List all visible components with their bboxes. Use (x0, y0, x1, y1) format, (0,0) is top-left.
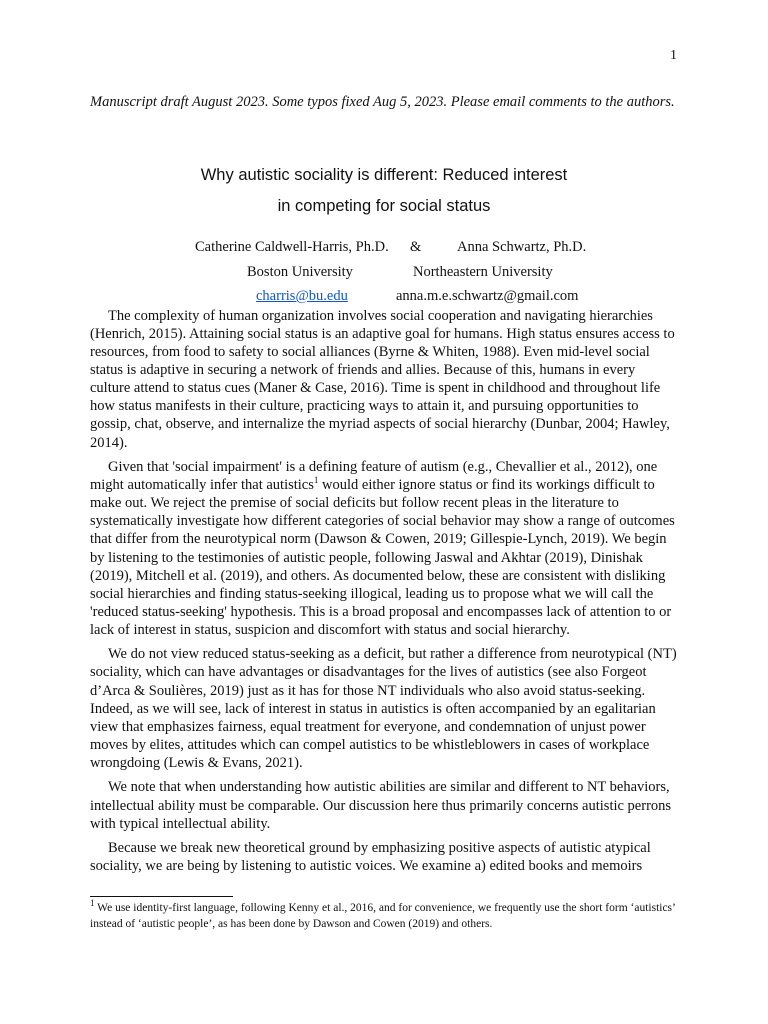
author-2-email: anna.m.e.schwartz@gmail.com (396, 288, 579, 304)
paragraph-2-text-a: Given that 'social impairment' is a defining feature of autism (e.g., Chevallier et al., 2012), one might automatically infer that autistics (90, 458, 658, 493)
footnote-text: We use identity-first language, following Kenny et al., 2016, and for convenience, we frequently use the short form ‘autistics’ instead of ‘autistic people’, as has been done by Dawson and Cowen (2019) and others. (90, 902, 676, 930)
author-2-name: Anna Schwartz, Ph.D. (457, 239, 587, 255)
paragraph-5: Because we break new theoretical ground by emphasizing positive aspects of autistic atypical sociality, we are being by listening to autistic voices. We examine a) edited books and memoirs (90, 839, 651, 875)
paragraph-1: The complexity of human organization involves social cooperation and navigating hierarchies (Henrich, 2015). Attaining social status is an adaptive goal for humans. High status ensures access to resources, from food to safety to social alliances (Byrne & Whiten, 1988). Even mid-level social status is adaptive in securing a network of friends and allies. Because of this, humans in every culture attend to status cues (Maner & Case, 2016). Time is spent in childhood and throughout life how status manifests in their culture, practicing ways to attain it, and pursuing opportunities to gossip, chat, observe, and internalize the myriad aspects of social hierarchy (Dunbar, 2004; Hawley, 2014). (90, 307, 675, 451)
author-separator: & (410, 239, 422, 255)
footnote-divider (90, 896, 233, 897)
title-line-2: in competing for social status (277, 197, 491, 215)
paragraph-2-text-b: would either ignore status or find its workings difficult to make out. We reject the premise of social deficits but follow recent pleas in the literature to systematically investigate how different categories of social behavior may show a range of outcomes that differ from the neurotypical norm (Dawson & Cowen, 2019; Gillespie-Lynch, 2019). We begin by listening to the testimonies of autistic people, following Jaswal and Akhtar (2019), Dinishak (2019), Mitchell et al. (2019), and others. As documented below, these are consistent with disliking social hierarchies and finding status-seeking illogical, leading us to propose what we will call the 'reduced status-seeking' hypothesis. This is a broad proposal and encompasses lack of attention to or lack of interest in status, suspicion and discomfort with status and social hierarchy. (90, 476, 675, 639)
draft-note: Manuscript draft August 2023. Some typos fixed Aug 5, 2023. Please email comments to the authors. (90, 94, 675, 110)
author-names-row (90, 235, 678, 260)
footnote-marker: 1 (90, 898, 95, 909)
author-emails-row (90, 284, 678, 309)
paragraph-4: We note that when understanding how autistic abilities are similar and different to NT behaviors, intellectual ability must be comparable. Our discussion here thus primarily concerns autistic perrons with typical intellectual ability. (90, 779, 672, 832)
paragraph-2 (90, 458, 678, 640)
footnote-1 (90, 900, 685, 932)
author-1-institution: Boston University (247, 263, 353, 280)
paragraph-3: We do not view reduced status-seeking as a deficit, but rather a difference from neurotypical (NT) sociality, which can have advantages or disadvantages for the lives of autistics (see also Forgeot d’Arca & Soulières, 2019) just as it has for those NT individuals who also avoid status-seeking. Indeed, as we will see, lack of interest in status in autistics is often accompanied by an egalitarian view that emphasizes fairness, equal treatment for everyone, and condemnation of unjust power moves by elites, attitudes which can compel autistics to be whistleblowers in cases of workplace wrongdoing (Lewis & Evans, 2021). (90, 646, 677, 772)
title-line-1: Why autistic sociality is different: Reduced interest (200, 166, 568, 184)
author-1-email-link[interactable]: charris@bu.edu (256, 288, 348, 304)
body-text (90, 307, 678, 882)
author-institutions-row (90, 260, 678, 285)
author-2-institution: Northeastern University (413, 263, 553, 280)
footnote-ref-1: 1 (313, 475, 319, 486)
page-number: 1 (670, 48, 677, 63)
paper-title (90, 160, 678, 222)
author-1-name: Catherine Caldwell-Harris, Ph.D. (195, 239, 389, 255)
